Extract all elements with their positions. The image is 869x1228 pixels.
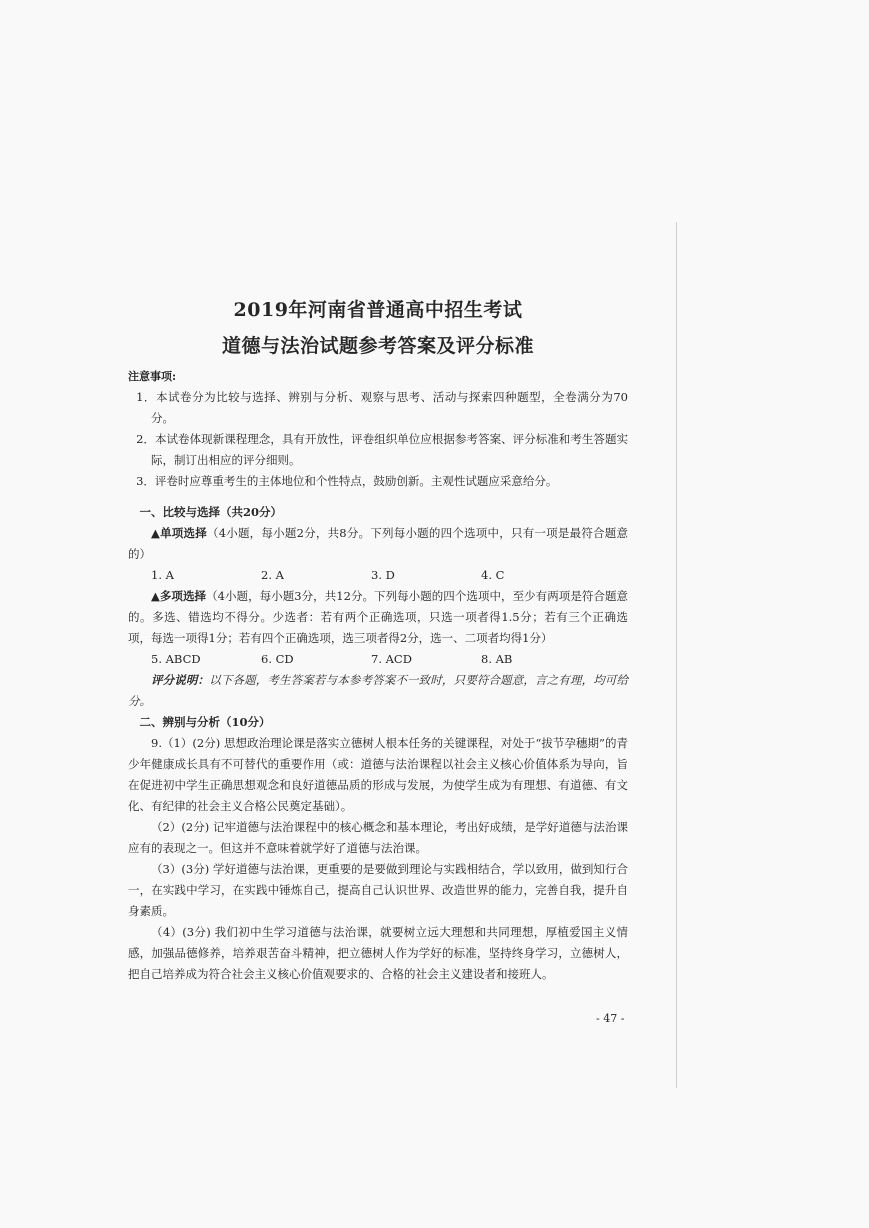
title-line-2: 道德与法治试题参考答案及评分标准 <box>221 335 534 357</box>
scoring-note-label: 评分说明： <box>151 673 210 687</box>
single-choice-answers <box>128 565 628 586</box>
answer-paragraph: （2）(2分) 记牢道德与法治课程中的核心概念和基本理论，考出好成绩，是学好道德与法治课应有的表现之一。但这并不意味着就学好了道德与法治课。 <box>128 820 628 855</box>
answer-item: 6. CD <box>261 652 294 666</box>
title-line-1: 2019年河南省普通高中招生考试 <box>233 299 523 321</box>
notice-item: 2．本试卷体现新课程理念，具有开放性，评卷组织单位应根据参考答案、评分标准和考生答题实际，制订出相应的评分细则。 <box>136 432 628 467</box>
section2-heading: 二、辨别与分析（10分） <box>139 715 271 729</box>
notice-heading: 注意事项: <box>128 370 177 383</box>
answer-item: 1. A <box>151 568 174 582</box>
notice-item: 3．评卷时应尊重考生的主体地位和个性特点，鼓励创新。主观性试题应采意给分。 <box>136 474 558 488</box>
single-choice-label: ▲单项选择 <box>151 526 207 540</box>
answer-paragraph: （3）(3分) 学好道德与法治课，更重要的是要做到理论与实践相结合，学以致用，做到知行合一，在实践中学习，在实践中锤炼自己，提高自己认识世界、改造世界的能力，完善自我，提升自身素质。 <box>128 862 628 918</box>
answer-item: 7. ACD <box>371 652 412 666</box>
answer-paragraph: 9.（1）(2分) 思想政治理论课是落实立德树人根本任务的关键课程，对处于“拔节孕穗期”的青少年健康成长具有不可替代的重要作用（或：道德与法治课程以社会主义核心价值体系为导向，旨在促进初中学生正确思想观念和良好道德品质的形成与发展，为使学生成为有理想、有道德、有文化、有纪律的社会主义合格公民奠定基础）。 <box>128 736 628 813</box>
multiple-choice-label: ▲多项选择 <box>151 589 207 603</box>
multiple-choice-answers <box>128 649 628 670</box>
single-choice-instructions <box>128 523 628 565</box>
document-content <box>128 296 628 985</box>
notice-item: 1．本试卷分为比较与选择、辨别与分析、观察与思考、活动与探索四种题型，全卷满分为70分。 <box>136 390 628 425</box>
answer-item: 2. A <box>261 568 284 582</box>
multiple-choice-desc: （4小题，每小题3分，共12分。下列每小题的四个选项中，至少有两项是符合题意的。多选、错选均不得分。少选者：若有两个正确选项，只选一项者得1.5分；若有三个正确选项，每选一项得1分；若有四个正确选项，选三项者得2分，选一、二项者均得1分） <box>128 589 629 645</box>
answer-paragraph: （4）(3分) 我们初中生学习道德与法治课，就要树立远大理想和共同理想，厚植爱国主义情感，加强品德修养，培养艰苦奋斗精神，把立德树人作为学好的标准，坚持终身学习，立德树人，把自己培养成为符合社会主义核心价值观要求的、合格的社会主义建设者和接班人。 <box>128 925 628 981</box>
page-edge-line <box>676 222 677 1088</box>
section1-heading: 一、比较与选择（共20分） <box>139 505 283 519</box>
scoring-note-text: 以下各题，考生答案若与本参考答案不一致时，只要符合题意，言之有理，均可给分。 <box>128 673 628 708</box>
scoring-note <box>128 670 628 712</box>
answer-item: 4. C <box>481 568 505 582</box>
answer-item: 5. ABCD <box>151 652 201 666</box>
single-choice-desc: （4小题，每小题2分，共8分。下列每小题的四个选项中，只有一项是最符合题意的） <box>128 526 628 561</box>
page-number: - 47 - <box>596 1012 625 1025</box>
answer-item: 8. AB <box>481 652 513 666</box>
answer-item: 3. D <box>371 568 395 582</box>
multiple-choice-instructions <box>128 586 628 649</box>
